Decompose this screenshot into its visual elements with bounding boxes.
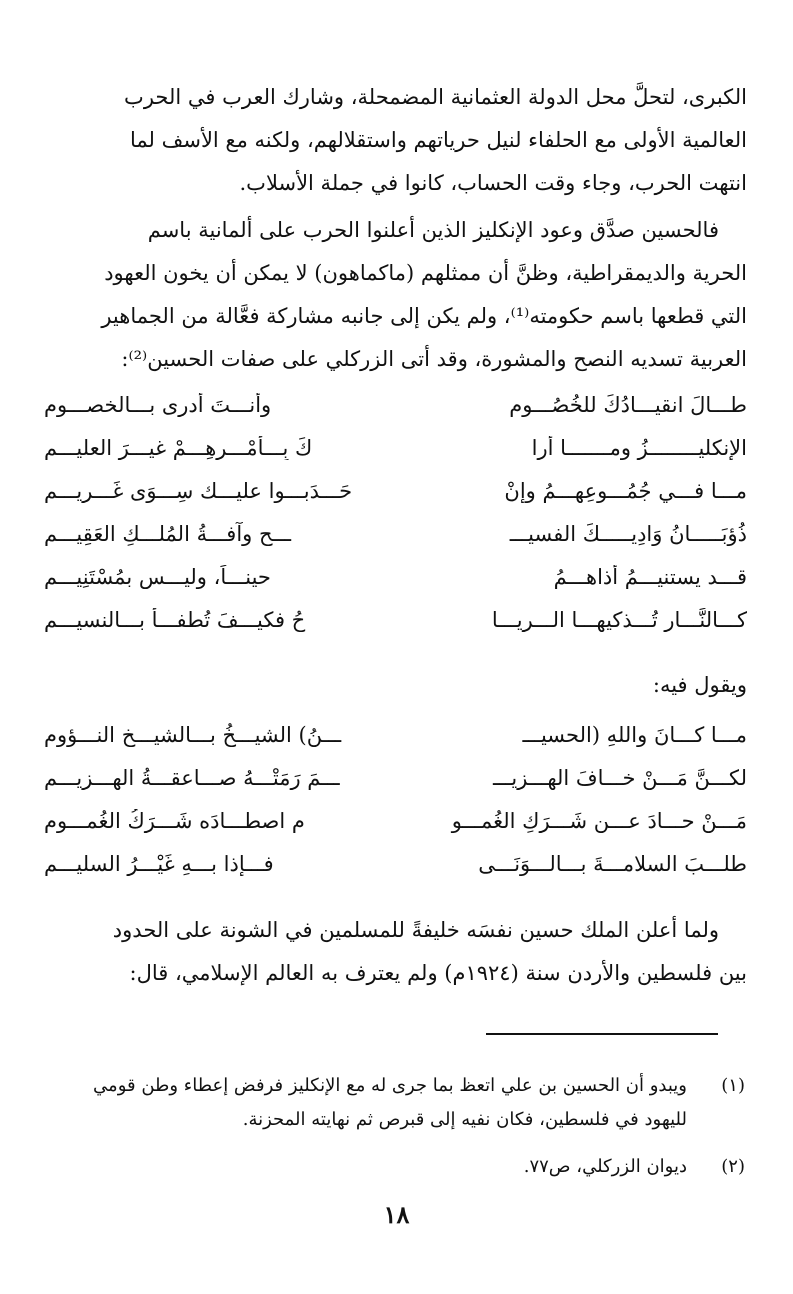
poem-1 xyxy=(44,393,747,651)
footnote-text xyxy=(44,1150,687,1184)
text-line: فالحسين صدَّق وعود الإنكليز الذين أعلنوا الحرب على ألمانية باسم xyxy=(147,218,719,242)
footnote-divider xyxy=(486,1033,718,1035)
text-line: انتهت الحرب، وجاء وقت الحساب، كانوا في جملة الأسلاب. xyxy=(239,171,747,195)
verse xyxy=(44,809,747,852)
verse xyxy=(44,608,747,651)
verse xyxy=(44,723,747,766)
verse-second-hemistich: كَ بِـــأمْـــرِهِـــمْ غيـــرَ العليـــمِ xyxy=(44,436,313,460)
verse-second-hemistich: ـــنُ) الشيـــخُ بـــالشيـــخِ النـــؤومِ xyxy=(44,723,342,747)
verse xyxy=(44,436,747,479)
verse xyxy=(44,522,747,565)
verse-first-hemistich: مـــا كـــانَ واللهِ (الحسيـــ xyxy=(522,723,747,747)
text-line: لليهود في فلسطين، فكان نفيه إلى قبرص ثم نهايته المحزنة. xyxy=(242,1109,687,1130)
footnote-text xyxy=(44,1069,687,1137)
text-line: بين فلسطين والأردن سنة (١٩٢٤م) ولم يعترف به العالم الإسلامي، قال: xyxy=(129,961,747,985)
verse-second-hemistich: فـــإذا بـــهِ غَيْـــرُ السليـــمِ xyxy=(44,852,274,876)
verse xyxy=(44,565,747,608)
verse xyxy=(44,852,747,895)
text-line: ديوان الزركلي، ص٧٧. xyxy=(523,1156,687,1177)
footnote-number: (٢) xyxy=(721,1156,745,1177)
verse xyxy=(44,479,747,522)
verse-first-hemistich: كـــالنَّـــارِ تُـــذكيهـــا الـــريـــا xyxy=(491,608,747,632)
poem-intro: ويقول فيه: xyxy=(652,673,747,697)
verse-second-hemistich: حينـــاً، وليـــس بمُسْتَنِيـــمِ xyxy=(44,565,271,589)
footnote-number: (١) xyxy=(721,1075,745,1096)
text-line: الكبرى، لتحلَّ محل الدولة العثمانية المضمحلة، وشارك العرب في الحرب xyxy=(124,85,747,109)
text-line: العالمية الأولى مع الحلفاء لنيل حرياتهم واستقلالهم، ولكنه مع الأسف لما xyxy=(130,128,747,152)
verse-first-hemistich: طـــالَ انقيـــادُكَ للخُصُـــومِ xyxy=(509,393,747,417)
verse-second-hemistich: حُ فكيـــفَ تُطفـــأُ بـــالنسيـــمِ xyxy=(44,608,306,632)
paragraph-2 xyxy=(44,209,747,381)
verse-second-hemistich: حَـــدَبـــوا عليـــك سِـــوَى غَـــريـــمِ xyxy=(44,479,353,503)
text-line: ولما أعلن الملك حسين نفسَه خليفةً للمسلمين في الشونة على الحدود xyxy=(112,918,719,942)
verse-first-hemistich: طلـــبَ السلامـــةَ بـــالـــوَنَـــى xyxy=(478,852,747,876)
text-line: العربية تسديه النصح والمشورة، وقد أتى الزركلي على صفات الحسين⁽²⁾: xyxy=(121,347,747,371)
footnote-2 xyxy=(44,1150,747,1184)
poem-2 xyxy=(44,723,747,895)
verse-second-hemistich: وأنـــتَ أدرى بـــالخصـــومِ xyxy=(44,393,272,417)
verse-first-hemistich: قـــد يستنيـــمُ أذاهـــمُ xyxy=(553,565,747,589)
text-line: ويبدو أن الحسين بن علي اتعظ بما جرى له مع الإنكليز فرفض إعطاء وطن قومي xyxy=(93,1075,687,1096)
verse-first-hemistich: ذُؤبَـــــانُ وَادِيـــــكَ الفسيـــ xyxy=(509,522,747,546)
verse-first-hemistich: الإنكليــــــــزُ ومـــــــا أُرا xyxy=(531,436,747,460)
page-number: ١٨ xyxy=(383,1200,410,1229)
footnote-1 xyxy=(44,1069,747,1137)
paragraph-3 xyxy=(44,909,747,995)
verse xyxy=(44,766,747,809)
verse-second-hemistich: مِ اصطـــادَه شَـــرَكُ الغُمـــومِ xyxy=(44,809,305,833)
verse-second-hemistich: ـــحِ وآفـــةُ المُلـــكِ العَقِيـــمِ xyxy=(44,522,292,546)
verse-second-hemistich: ـــمَ رَمَتْـــهُ صـــاعقـــةُ الهـــزيـــمِ xyxy=(44,766,340,790)
text-line: الحرية والديمقراطية، وظنَّ أن ممثلهم (ماكماهون) لا يمكن أن يخون العهود xyxy=(104,261,747,285)
text-line: التي قطعها باسم حكومته⁽¹⁾، ولم يكن إلى جانبه مشاركة فعَّالة من الجماهير xyxy=(101,304,747,328)
verse-first-hemistich: لكـــنَّ مَـــنْ خـــافَ الهـــزيـــ xyxy=(492,766,747,790)
verse-first-hemistich: مَـــنْ حـــادَ عـــن شَـــرَكِ الغُمـــو xyxy=(451,809,747,833)
verse-first-hemistich: مـــا فـــي جُمُـــوعِهِـــمُ وإنْ xyxy=(504,479,747,503)
verse xyxy=(44,393,747,436)
paragraph-1 xyxy=(44,76,747,205)
